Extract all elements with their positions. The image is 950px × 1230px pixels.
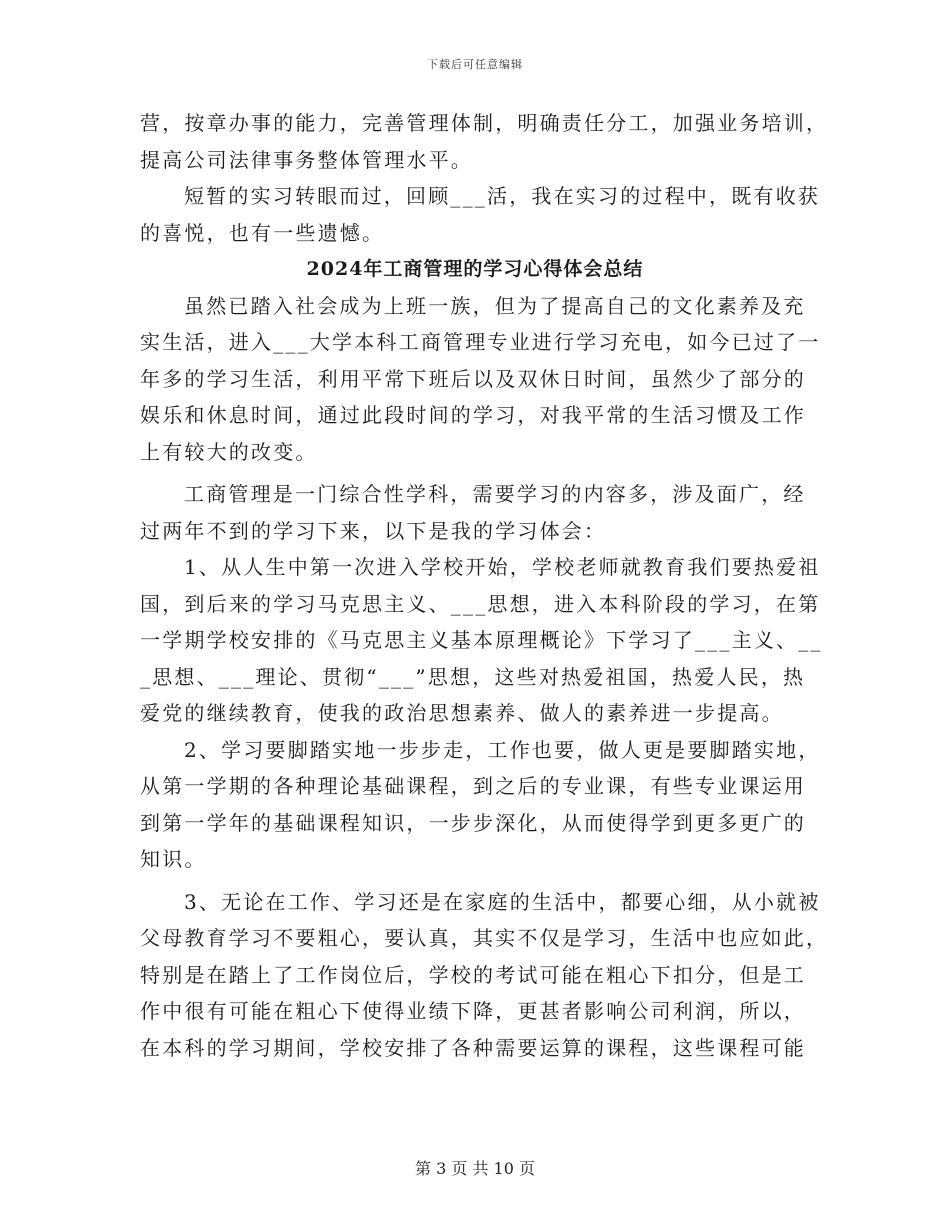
header-note: 下载后可任意编辑 — [427, 58, 523, 71]
paragraph-line: 知识。 — [140, 847, 207, 871]
paragraph-line: 到第一学年的基础课程知识，一步步深化，从而使得学到更多更广的 — [140, 810, 806, 835]
paragraph-line: 2、学习要脚踏实地一步步走，工作也要，做人更是要脚踏实地， — [184, 737, 821, 762]
paragraph-line: _思想、___理论、贯彻“___”思想，这些对热爱祖国，热爱人民，热 — [140, 664, 806, 689]
paragraph-line: 年多的学习生活，利用平常下班后以及双休日时间，虽然少了部分的 — [140, 366, 806, 391]
paragraph-line: 1、从人生中第一次进入学校开始，学校老师就教育我们要热爱祖 — [184, 555, 821, 579]
section-title: 2024年工商管理的学习心得体会总结 — [306, 258, 644, 280]
paragraph-line: 实生活，进入___大学本科工商管理专业进行学习充电，如今已过了一 — [140, 330, 821, 354]
paragraph-line: 娱乐和休息时间，通过此段时间的学习，对我平常的生活习惯及工作 — [140, 403, 806, 427]
paragraph-line: 作中很有可能在粗心下使得业绩下降，更甚者影响公司利润，所以， — [140, 999, 806, 1023]
document-body — [140, 105, 829, 1066]
paragraph-line: 的喜悦，也有一些遗憾。 — [140, 220, 385, 245]
paragraph-line: 特别是在踏上了工作岗位后，学校的考试可能在粗心下扣分，但是工 — [140, 962, 806, 987]
paragraph-line: 上有较大的改变。 — [140, 439, 318, 464]
paragraph-line: 父母教育学习不要粗心，要认真，其实不仅是学习，生活中也应如此， — [140, 926, 829, 950]
paragraph-line: 国，到后来的学习马克思主义、___思想，进入本科阶段的学习，在第 — [140, 591, 821, 616]
paragraph-line: 虽然已踏入社会成为上班一族，但为了提高自己的文化素养及充 — [184, 293, 806, 318]
paragraph-line: 提高公司法律事务整体管理水平。 — [140, 147, 473, 172]
paragraph-line: 营，按章办事的能力，完善管理体制，明确责任分工，加强业务培训， — [140, 111, 829, 135]
page-number: 第 3 页 共 10 页 — [415, 1159, 535, 1178]
paragraph-line: 在本科的学习期间，学校安排了各种需要运算的课程，这些课程可能 — [140, 1035, 806, 1060]
paragraph-line: 短暂的实习转眼而过，回顾___活，我在实习的过程中，既有收获 — [184, 184, 820, 208]
paragraph-line: 3、无论在工作、学习还是在家庭的生活中，都要心细，从小就被 — [184, 889, 821, 914]
paragraph-line: 过两年不到的学习下来，以下是我的学习体会： — [140, 518, 607, 543]
paragraph-line: 工商管理是一门综合性学科，需要学习的内容多，涉及面广，经 — [184, 482, 806, 506]
paragraph-line: 一学期学校安排的《马克思主义基本原理概论》下学习了___主义、__ — [140, 628, 823, 652]
paragraph-line: 爱党的继续教育，使我的政治思想素养、做人的素养进一步提高。 — [140, 701, 784, 725]
paragraph-line: 从第一学期的各种理论基础课程，到之后的专业课，有些专业课运用 — [140, 774, 806, 798]
